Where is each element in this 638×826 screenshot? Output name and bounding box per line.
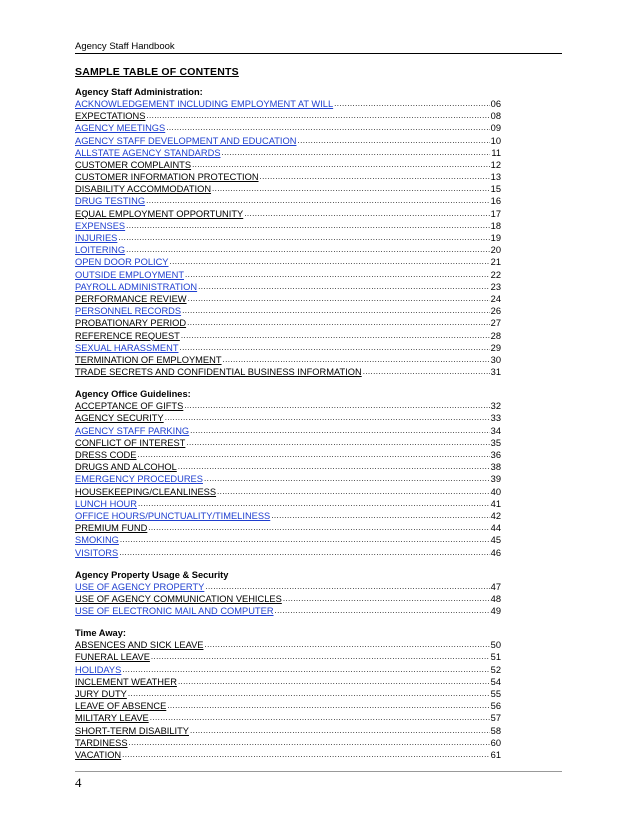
- section-heading: Agency Property Usage & Security: [75, 569, 229, 580]
- toc-entry-link[interactable]: EMERGENCY PROCEDURES: [75, 474, 203, 485]
- toc-page-number: 48: [490, 593, 501, 604]
- toc-page-number: 21: [490, 257, 501, 268]
- dot-leader: [216, 486, 490, 498]
- toc-page-number: 34: [490, 425, 501, 436]
- toc-entry: [75, 171, 501, 183]
- toc-entry[interactable]: [75, 305, 501, 317]
- toc-page-number: 58: [490, 725, 501, 736]
- toc-page-number: 26: [490, 306, 501, 317]
- dot-leader: [187, 293, 490, 305]
- dot-leader: [203, 639, 489, 651]
- toc-page-number: 35: [490, 437, 501, 448]
- toc-page-number: 55: [490, 689, 501, 700]
- toc-entry-link[interactable]: LOITERING: [75, 245, 126, 256]
- dot-leader: [169, 256, 490, 268]
- toc-section: [75, 388, 501, 558]
- toc-entry-link[interactable]: AGENCY MEETINGS: [75, 123, 166, 134]
- toc-entry[interactable]: [75, 664, 501, 676]
- toc-entry: [75, 676, 501, 688]
- toc-page-number: 32: [490, 401, 501, 412]
- toc-entry[interactable]: [75, 220, 501, 232]
- toc-page-number: 47: [490, 581, 501, 592]
- toc-entry: [75, 688, 501, 700]
- toc-entry: [75, 366, 501, 378]
- toc-page-number: 45: [490, 535, 501, 546]
- toc-page-number: 09: [490, 123, 501, 134]
- toc-entry-title: TRADE SECRETS AND CONFIDENTIAL BUSINESS INFORMATION: [75, 367, 362, 378]
- toc-entry: [75, 413, 501, 425]
- toc-page-number: 12: [490, 159, 501, 170]
- dot-leader: [282, 593, 490, 605]
- toc-page-number: 60: [490, 737, 501, 748]
- toc-entry-link[interactable]: SEXUAL HARASSMENT: [75, 342, 179, 353]
- footer-divider: [75, 771, 562, 772]
- dot-leader: [185, 437, 489, 449]
- toc-page-number: 06: [490, 98, 501, 109]
- toc-page-number: 52: [490, 664, 501, 675]
- toc-section: [75, 569, 501, 618]
- toc-entry-title: INCLEMENT WEATHER: [75, 676, 177, 687]
- toc-page-number: 23: [490, 281, 501, 292]
- dot-leader: [189, 725, 490, 737]
- toc-page-number: 56: [490, 701, 501, 712]
- dot-leader: [177, 676, 490, 688]
- dot-leader: [333, 98, 490, 110]
- dot-leader: [166, 700, 489, 712]
- dot-leader: [189, 425, 489, 437]
- dot-leader: [191, 159, 490, 171]
- dot-leader: [121, 749, 490, 761]
- toc-entry-title: PERFORMANCE REVIEW: [75, 293, 187, 304]
- dot-leader: [204, 581, 489, 593]
- toc-entry: [75, 522, 501, 534]
- dot-leader: [150, 652, 490, 664]
- dot-leader: [181, 305, 490, 317]
- toc-entry: [75, 437, 501, 449]
- toc-entry-title: PREMIUM FUND: [75, 523, 148, 534]
- toc-entry-title: JURY DUTY: [75, 689, 127, 700]
- toc-entry-title: ACCEPTANCE OF GIFTS: [75, 401, 184, 412]
- toc-entry[interactable]: [75, 122, 501, 134]
- dot-leader: [136, 449, 489, 461]
- dot-leader: [270, 510, 489, 522]
- dot-leader: [121, 664, 489, 676]
- dot-leader: [362, 366, 490, 378]
- toc-page-number: 46: [490, 547, 501, 558]
- toc-entry-link[interactable]: DRUG TESTING: [75, 196, 146, 207]
- toc-page-number: 19: [490, 233, 501, 244]
- toc-entry[interactable]: [75, 232, 501, 244]
- toc-entry-title: LEAVE OF ABSENCE: [75, 701, 167, 712]
- toc-entry[interactable]: [75, 425, 501, 437]
- toc-entry-title: MILITARY LEAVE: [75, 713, 149, 724]
- dot-leader: [119, 534, 490, 546]
- dot-leader: [184, 269, 490, 281]
- toc-entry: [75, 208, 501, 220]
- toc-entry-title: CUSTOMER COMPLAINTS: [75, 159, 192, 170]
- toc-page-number: 28: [490, 330, 501, 341]
- dot-leader: [164, 413, 490, 425]
- toc-entry[interactable]: [75, 256, 501, 268]
- toc-page-number: 39: [490, 474, 501, 485]
- toc-page-number: 36: [490, 450, 501, 461]
- toc-entry[interactable]: [75, 534, 501, 546]
- toc-entry[interactable]: [75, 547, 501, 559]
- toc-entry-link[interactable]: OFFICE HOURS/PUNCTUALITY/TIMELINESS: [75, 510, 271, 521]
- dot-leader: [128, 737, 490, 749]
- dot-leader: [186, 317, 490, 329]
- toc-entry[interactable]: [75, 498, 501, 510]
- table-of-contents: [75, 86, 501, 771]
- toc-entry: [75, 449, 501, 461]
- dot-leader: [149, 712, 490, 724]
- toc-entry-link[interactable]: INJURIES: [75, 233, 118, 244]
- toc-entry[interactable]: [75, 281, 501, 293]
- toc-entry-title: CUSTOMER INFORMATION PROTECTION: [75, 172, 259, 183]
- toc-page-number: 30: [490, 354, 501, 365]
- toc-entry: [75, 183, 501, 195]
- toc-page-number: 27: [490, 318, 501, 329]
- toc-entry-link[interactable]: SMOKING: [75, 535, 119, 546]
- dot-leader: [183, 400, 489, 412]
- toc-entry: [75, 749, 501, 761]
- toc-page-number: 44: [490, 523, 501, 534]
- toc-entry-link[interactable]: AGENCY STAFF PARKING: [75, 425, 190, 436]
- toc-entry: [75, 354, 501, 366]
- dot-leader: [274, 605, 490, 617]
- section-heading: Time Away:: [75, 628, 126, 639]
- toc-entry: [75, 317, 501, 329]
- toc-entry-link[interactable]: USE OF AGENCY PROPERTY: [75, 581, 205, 592]
- toc-page-number: 40: [490, 486, 501, 497]
- toc-entry-link[interactable]: EXPENSES: [75, 220, 126, 231]
- toc-entry[interactable]: [75, 147, 501, 159]
- toc-entry[interactable]: [75, 473, 501, 485]
- toc-page-number: 61: [490, 749, 501, 760]
- toc-page-number: 29: [490, 342, 501, 353]
- toc-entry: [75, 700, 501, 712]
- toc-entry: [75, 639, 501, 651]
- toc-entry-title: CONFLICT OF INTEREST: [75, 437, 186, 448]
- dot-leader: [177, 461, 490, 473]
- header-title: Agency Staff Handbook: [75, 41, 175, 52]
- toc-entry-link[interactable]: PAYROLL ADMINISTRATION: [75, 281, 198, 292]
- dot-leader: [203, 473, 490, 485]
- toc-entry-link[interactable]: VISITORS: [75, 547, 119, 558]
- running-header: [75, 40, 562, 54]
- toc-page-number: 22: [490, 269, 501, 280]
- dot-leader: [180, 330, 490, 342]
- toc-entry[interactable]: [75, 510, 501, 522]
- dot-leader: [125, 244, 490, 256]
- dot-leader: [145, 196, 490, 208]
- dot-leader: [165, 122, 489, 134]
- document-title: SAMPLE TABLE OF CONTENTS: [75, 66, 239, 78]
- toc-entry-title: REFERENCE REQUEST: [75, 330, 180, 341]
- dot-leader: [243, 208, 489, 220]
- toc-page-number: 20: [490, 245, 501, 256]
- toc-page-number: 41: [490, 498, 501, 509]
- dot-leader: [211, 183, 490, 195]
- dot-leader: [222, 354, 490, 366]
- toc-entry-link[interactable]: ALLSTATE AGENCY STANDARDS: [75, 147, 221, 158]
- toc-entry-link[interactable]: OPEN DOOR POLICY: [75, 257, 169, 268]
- toc-page-number: 18: [490, 220, 501, 231]
- toc-entry: [75, 159, 501, 171]
- toc-entry-title: DISABILITY ACCOMMODATION: [75, 184, 212, 195]
- section-heading: Agency Staff Administration:: [75, 87, 203, 97]
- toc-entry-title: USE OF AGENCY COMMUNICATION VEHICLES: [75, 593, 282, 604]
- toc-entry-link[interactable]: AGENCY STAFF DEVELOPMENT AND EDUCATION: [75, 135, 297, 146]
- toc-page-number: 13: [490, 172, 501, 183]
- toc-entry: [75, 400, 501, 412]
- dot-leader: [137, 498, 490, 510]
- toc-entry: [75, 486, 501, 498]
- toc-page-number: 54: [490, 676, 501, 687]
- dot-leader: [125, 220, 490, 232]
- toc-page-number: 17: [490, 208, 501, 219]
- toc-entry-link[interactable]: OUTSIDE EMPLOYMENT: [75, 269, 184, 280]
- toc-entry-title: DRESS CODE: [75, 450, 137, 461]
- toc-entry-title: TERMINATION OF EMPLOYMENT: [75, 354, 222, 365]
- toc-entry: [75, 593, 501, 605]
- toc-entry[interactable]: [75, 196, 501, 208]
- toc-entry-link[interactable]: ACKNOWLEDGEMENT INCLUDING EMPLOYMENT AT WILL: [75, 98, 334, 109]
- toc-page-number: 24: [490, 293, 501, 304]
- toc-page-number: 50: [490, 640, 501, 651]
- dot-leader: [179, 342, 490, 354]
- toc-entry: [75, 330, 501, 342]
- toc-entry-title: PROBATIONARY PERIOD: [75, 318, 187, 329]
- toc-page-number: 57: [490, 713, 501, 724]
- dot-leader: [118, 547, 489, 559]
- toc-section: [75, 627, 501, 761]
- toc-page-number: 16: [490, 196, 501, 207]
- toc-entry-link[interactable]: USE OF ELECTRONIC MAIL AND COMPUTER: [75, 606, 274, 617]
- toc-entry-title: HOUSEKEEPING/CLEANLINESS: [75, 486, 217, 497]
- toc-entry-title: AGENCY SECURITY: [75, 413, 164, 424]
- dot-leader: [296, 135, 489, 147]
- toc-entry[interactable]: [75, 135, 501, 147]
- toc-entry: [75, 110, 501, 122]
- toc-entry-link[interactable]: PERSONNEL RECORDS: [75, 306, 182, 317]
- toc-entry[interactable]: [75, 605, 501, 617]
- toc-entry: [75, 461, 501, 473]
- toc-entry: [75, 737, 501, 749]
- toc-entry: [75, 712, 501, 724]
- toc-page-number: 51: [490, 652, 501, 663]
- dot-leader: [147, 522, 489, 534]
- toc-entry-title: EQUAL EMPLOYMENT OPPORTUNITY: [75, 208, 244, 219]
- toc-entry[interactable]: [75, 342, 501, 354]
- toc-page-number: 31: [490, 367, 501, 378]
- toc-entry-link[interactable]: LUNCH HOUR: [75, 498, 137, 509]
- toc-page-number: 38: [490, 462, 501, 473]
- toc-entry: [75, 725, 501, 737]
- dot-leader: [127, 688, 490, 700]
- toc-entry[interactable]: [75, 244, 501, 256]
- toc-entry-title: SHORT-TERM DISABILITY: [75, 725, 189, 736]
- dot-leader: [259, 171, 490, 183]
- toc-entry: [75, 652, 501, 664]
- toc-entry-title: ABSENCES AND SICK LEAVE: [75, 640, 204, 651]
- dot-leader: [221, 147, 491, 159]
- toc-entry[interactable]: [75, 581, 501, 593]
- page-number: 4: [75, 775, 82, 790]
- toc-page-number: 15: [490, 184, 501, 195]
- dot-leader: [117, 232, 489, 244]
- dot-leader: [197, 281, 490, 293]
- toc-page-number: 33: [490, 413, 501, 424]
- toc-page-number: 10: [490, 135, 501, 146]
- toc-entry-title: FUNERAL LEAVE: [75, 652, 150, 663]
- toc-entry-title: EXPECTATIONS: [75, 111, 146, 122]
- toc-entry: [75, 293, 501, 305]
- toc-page-number: 42: [490, 510, 501, 521]
- toc-entry-link[interactable]: HOLIDAYS: [75, 664, 122, 675]
- toc-page-number: 08: [490, 111, 501, 122]
- dot-leader: [145, 110, 489, 122]
- section-heading: Agency Office Guidelines:: [75, 389, 191, 400]
- toc-entry-title: VACATION: [75, 749, 122, 760]
- toc-entry-title: TARDINESS: [75, 737, 128, 748]
- toc-entry[interactable]: [75, 269, 501, 281]
- toc-page-number: 49: [490, 606, 501, 617]
- toc-entry-title: DRUGS AND ALCOHOL: [75, 462, 177, 473]
- toc-section: [75, 86, 501, 378]
- toc-page-number: 11: [491, 147, 501, 158]
- toc-entry[interactable]: [75, 98, 501, 110]
